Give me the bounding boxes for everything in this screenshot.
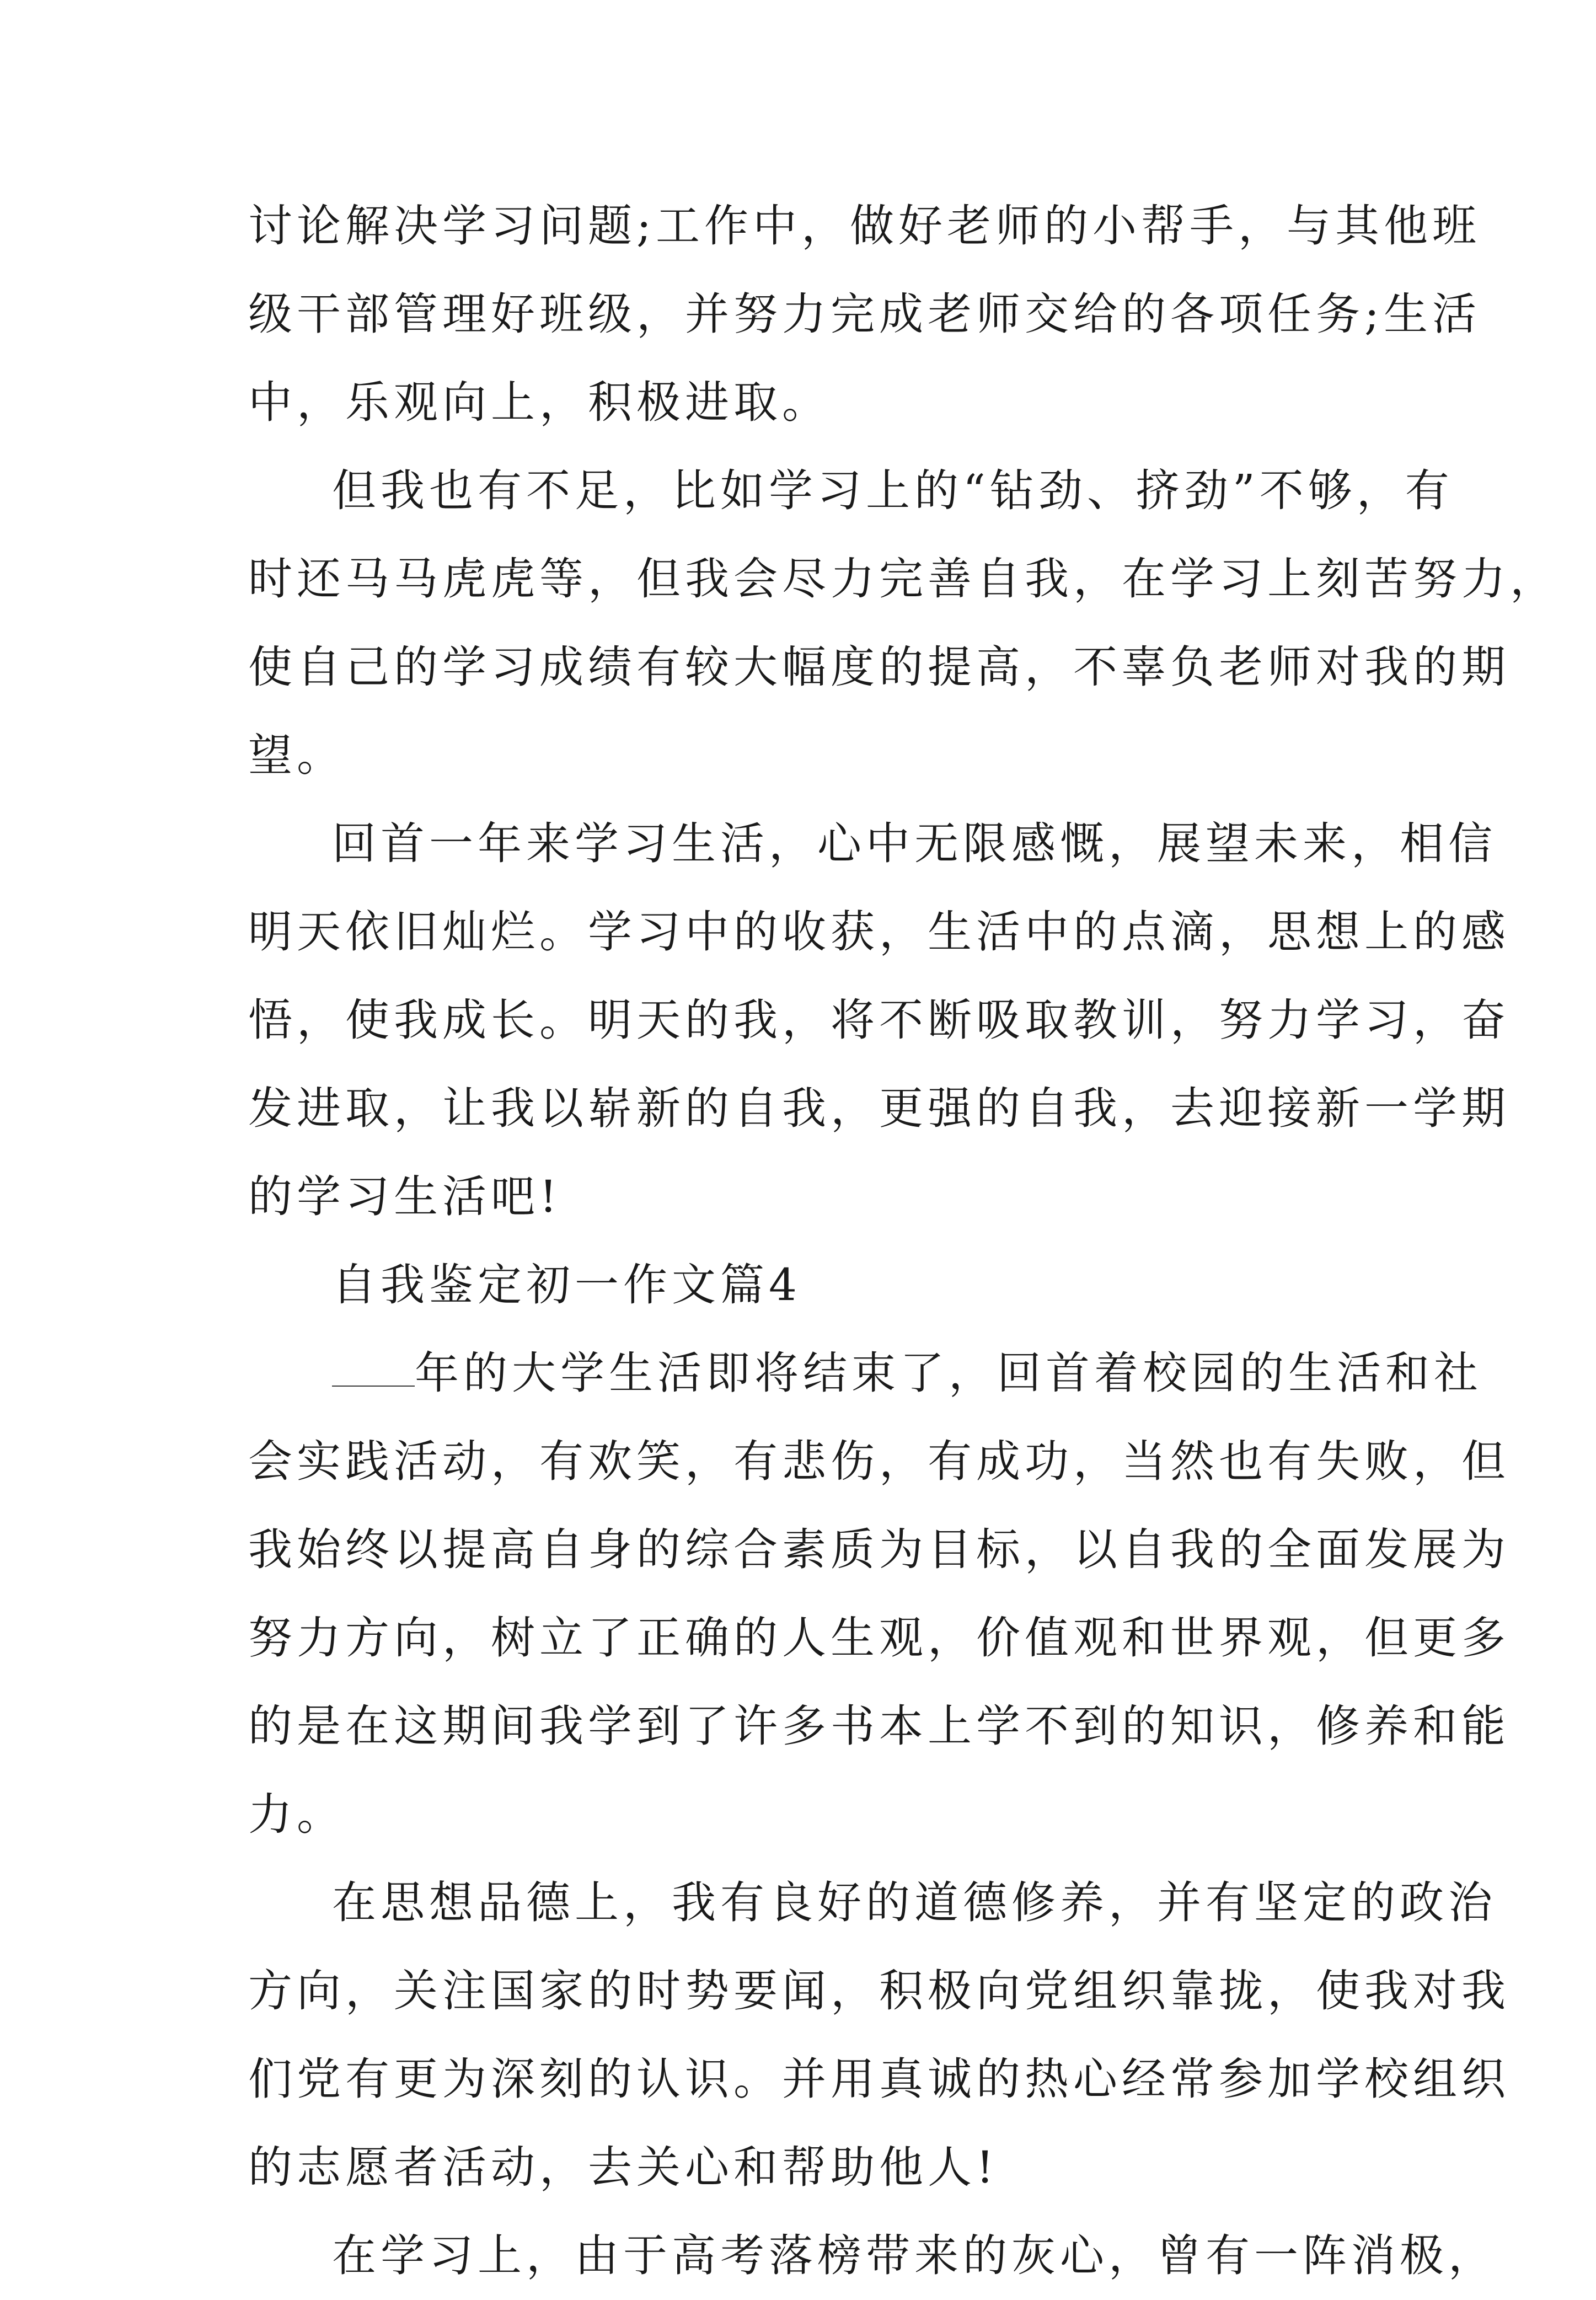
text-line: 望。 [248,730,345,781]
text-line: 发进取，让我以崭新的自我，更强的自我，去迎接新一学期 [248,1083,1510,1134]
section-heading: 自我鉴定初一作文篇4 [332,1259,801,1311]
text-line: 使自己的学习成绩有较大幅度的提高，不辜负老师对我的期 [248,641,1510,693]
paragraph-start-line: 在思想品德上，我有良好的道德修养，并有坚定的政治 [332,1877,1497,1928]
text-line: 级干部管理好班级，并努力完成老师交给的各项任务;生活 [248,288,1481,340]
text-line: 们党有更为深刻的认识。并用真诚的热心经常参加学校组织 [248,2053,1510,2105]
fill-in-blank [332,1386,415,1387]
text-line: 的学习生活吧! [248,1171,562,1222]
paragraph-start-line-with-blank [248,1329,1482,1418]
text-line: 明天依旧灿烂。学习中的收获，生活中的点滴，思想上的感 [248,906,1510,958]
text-line: 力。 [248,1789,345,1840]
text-line: 悟，使我成长。明天的我，将不断吸取教训，努力学习，奋 [248,994,1510,1046]
paragraph-start-line: 回首一年来学习生活，心中无限感慨，展望未来，相信 [332,818,1497,869]
text-line: 会实践活动，有欢笑，有悲伤，有成功，当然也有失败，但 [248,1436,1510,1487]
text-line: 时还马马虎虎等，但我会尽力完善自我，在学习上刻苦努力， [248,553,1558,605]
paragraph-start-line: 但我也有不足，比如学习上的“钻劲、挤劲”不够，有 [332,465,1454,516]
text-line: 的志愿者活动，去关心和帮助他人! [248,2142,999,2193]
text-line: 方向，关注国家的时势要闻，积极向党组织靠拢，使我对我 [248,1965,1510,2016]
text-line: 的是在这期间我学到了许多书本上学不到的知识，修养和能 [248,1700,1510,1752]
document-page [248,182,1558,2300]
paragraph-start-line: 在学习上，由于高考落榜带来的灰心，曾有一阵消极， [332,2230,1497,2281]
text-line: 中，乐观向上，积极进取。 [248,377,831,428]
text-line: 讨论解决学习问题;工作中，做好老师的小帮手，与其他班 [248,200,1481,252]
text-line-content: 年的大学生活即将结束了，回首着校园的生活和社 [415,1347,1482,1399]
text-line: 努力方向，树立了正确的人生观，价值观和世界观，但更多 [248,1612,1510,1664]
text-line: 我始终以提高自身的综合素质为目标，以自我的全面发展为 [248,1524,1510,1575]
